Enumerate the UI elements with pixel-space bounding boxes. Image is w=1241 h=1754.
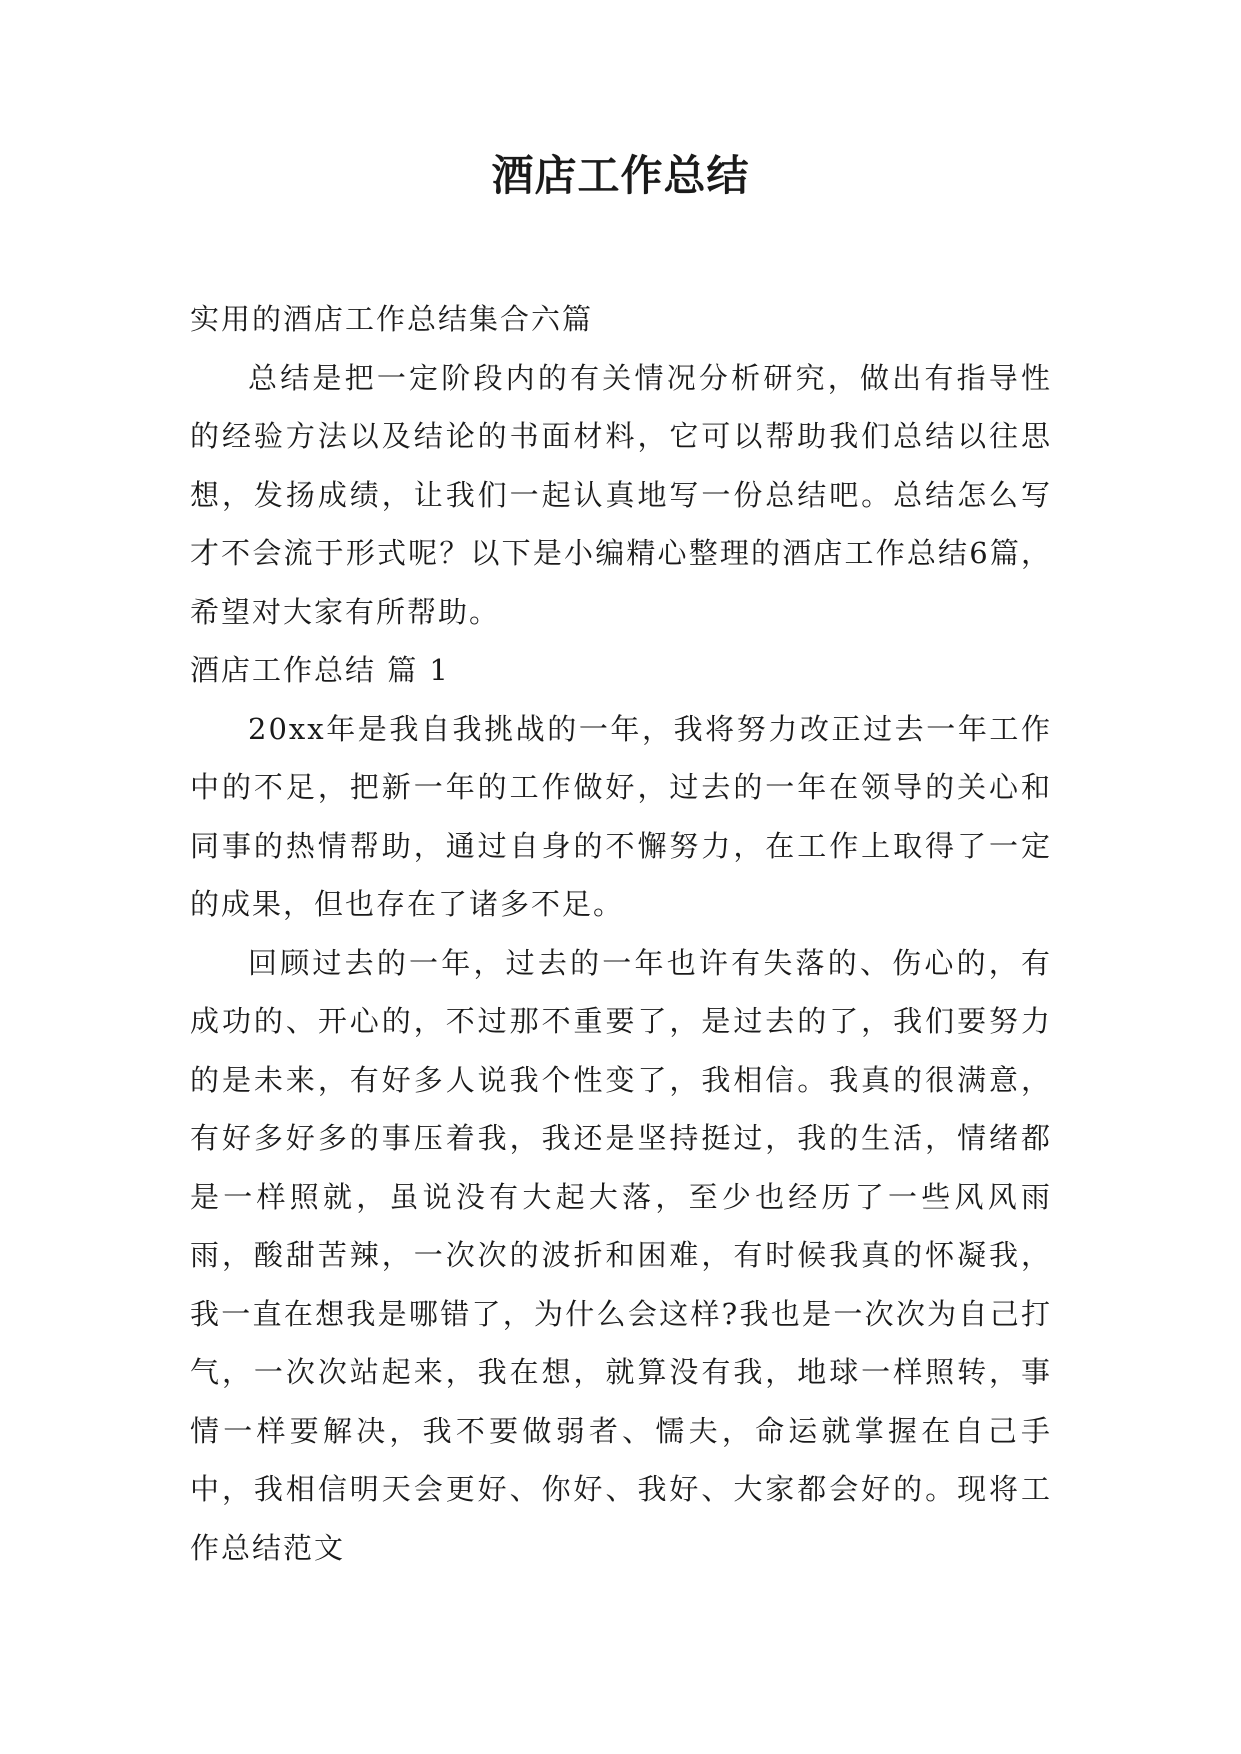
body-paragraph-2: 回顾过去的一年，过去的一年也许有失落的、伤心的，有成功的、开心的，不过那不重要了，是过去的了，我们要努力的是未来，有好多人说我个性变了，我相信。我真的很满意，有好多好多的事压着我，我还是坚持挺过，我的生活，情绪都是一样照就，虽说没有大起大落，至少也经历了一些风风雨雨，酸甜苦辣，一次次的波折和困难，有时候我真的怀凝我，我一直在想我是哪错了，为什么会这样?我也是一次次为自己打气，一次次站起来，我在想，就算没有我，地球一样照转，事情一样要解决，我不要做弱者、懦夫，命运就掌握在自己手中，我相信明天会更好、你好、我好、大家都会好的。现将工作总结范文 xyxy=(190,945,1052,1565)
intro-paragraph: 总结是把一定阶段内的有关情况分析研究，做出有指导性的经验方法以及结论的书面材料，它可以帮助我们总结以往思想，发扬成绩，让我们一起认真地写一份总结吧。总结怎么写才不会流于形式呢？以下是小编精心整理的酒店工作总结6篇，希望对大家有所帮助。 xyxy=(190,360,1052,629)
section-heading: 酒店工作总结 篇 1 xyxy=(190,653,450,687)
body-paragraph-1: 20xx年是我自我挑战的一年，我将努力改正过去一年工作中的不足，把新一年的工作做好，过去的一年在领导的关心和同事的热情帮助，通过自身的不懈努力，在工作上取得了一定的成果，但也存在了诸多不足。 xyxy=(190,711,1052,921)
document-subtitle: 实用的酒店工作总结集合六篇 xyxy=(190,302,594,336)
document-title: 酒店工作总结 xyxy=(491,151,750,200)
document-body xyxy=(190,290,1052,1577)
